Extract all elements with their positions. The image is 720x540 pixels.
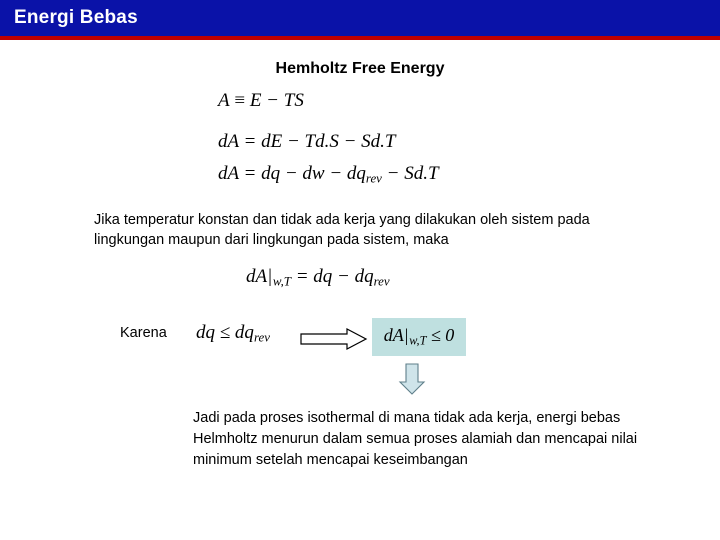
equation-constant-temperature bbox=[246, 266, 390, 290]
title-underline-divider bbox=[0, 36, 720, 40]
slide-title: Energi Bebas bbox=[14, 7, 138, 28]
equation-clausius-inequality bbox=[196, 322, 270, 346]
result-vertical-bar: | bbox=[404, 325, 409, 346]
equation-1-rhs: E − TS bbox=[249, 90, 304, 111]
equation-5-lhs: dq ≤ dq bbox=[196, 322, 254, 343]
result-lhs: dA bbox=[383, 325, 404, 346]
paragraph-conclusion: Jadi pada proses isothermal di mana tidak ada kerja, energi bebas Helmholtz menurun dalam semua proses alamiah dan mencapai nilai minimum setelah mencapai keseimbangan bbox=[193, 410, 638, 468]
right-arrow-icon bbox=[300, 328, 368, 350]
equation-heat-work-form bbox=[218, 163, 439, 187]
result-rhs: ≤ 0 bbox=[426, 325, 455, 346]
equation-4-lhs: dA bbox=[246, 266, 268, 287]
equation-3-subscript: rev bbox=[365, 170, 382, 186]
equation-1-relation: ≡ bbox=[234, 90, 246, 111]
equation-3-tail: − Sd.T bbox=[381, 163, 439, 184]
result-subscript: w,T bbox=[409, 333, 427, 348]
equation-result bbox=[384, 325, 455, 348]
equation-4-vertical-bar: | bbox=[268, 266, 272, 287]
slide-subtitle: Hemholtz Free Energy bbox=[275, 60, 445, 77]
equation-differential-form: dA = dE − Td.S − Sd.T bbox=[218, 131, 396, 152]
equation-4-rhs: = dq − dq bbox=[290, 266, 374, 287]
equation-4-subscript: w,T bbox=[272, 273, 291, 289]
equation-4-rhs-subscript: rev bbox=[373, 273, 390, 289]
down-arrow-icon bbox=[398, 363, 426, 395]
karena-label: Karena bbox=[120, 325, 167, 341]
slide-title-bar bbox=[0, 0, 720, 36]
result-highlight-box bbox=[372, 318, 466, 356]
equation-5-subscript: rev bbox=[253, 329, 270, 345]
paragraph-condition: Jika temperatur konstan dan tidak ada kerja yang dilakukan oleh sistem pada lingkungan maupun dari lingkungan pada sistem, maka bbox=[94, 212, 590, 248]
equation-helmholtz-definition bbox=[218, 90, 304, 112]
equation-1-lhs: A bbox=[218, 90, 230, 111]
equation-3-lhs: dA = dq − dw − dq bbox=[218, 163, 366, 184]
